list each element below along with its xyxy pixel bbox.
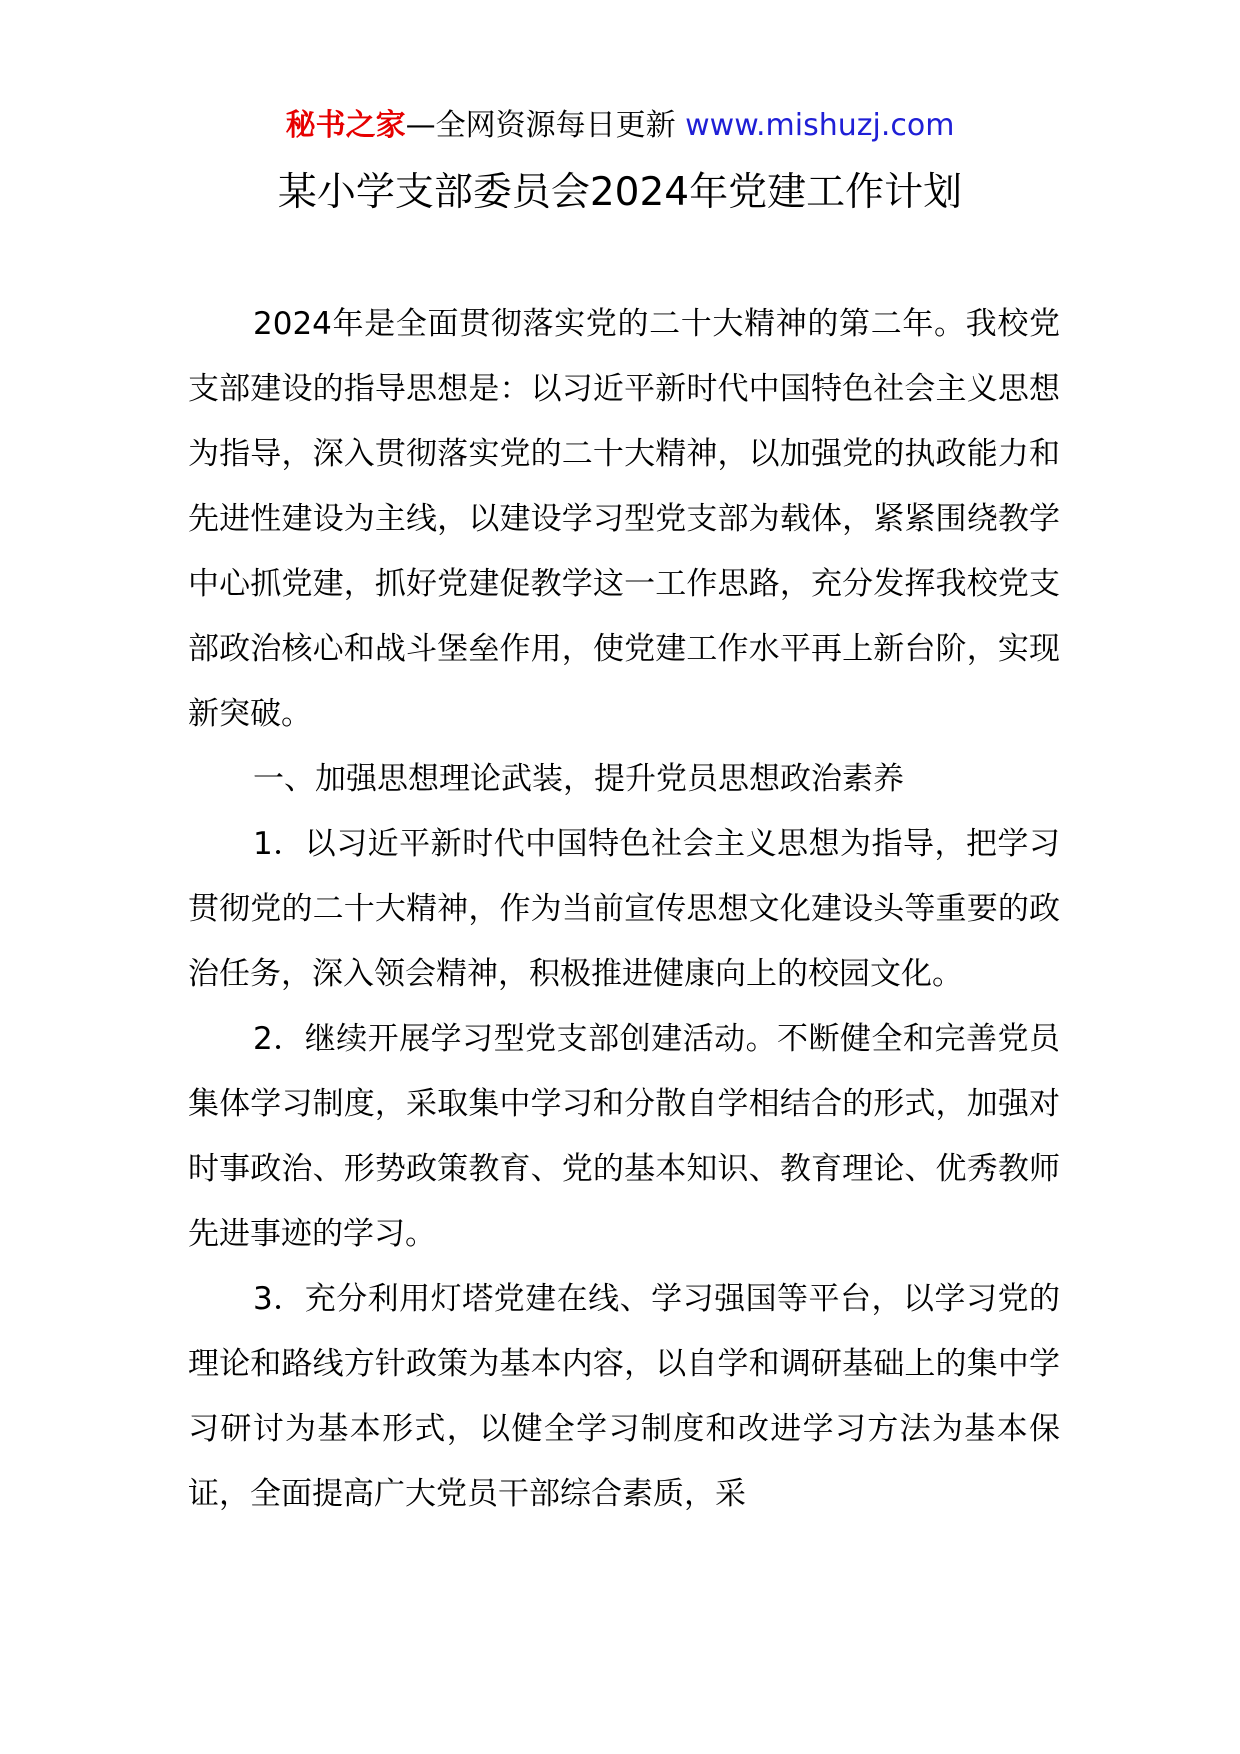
- section-heading-1: 一、加强思想理论武装，提升党员思想政治素养: [253, 761, 904, 797]
- paragraph-item-3: 3．充分利用灯塔党建在线、学习强国等平台，以学习党的理论和路线方针政策为基本内容，以自学和调研基础上的集中学习研讨为基本形式，以健全学习制度和改进学习方法为基本保证，全面提高广大党员干部综合素质，采: [188, 1281, 1060, 1512]
- brand-slogan: —全网资源每日更新: [405, 108, 686, 143]
- document-body: [188, 292, 1060, 1527]
- paragraph-item-1: 1．以习近平新时代中国特色社会主义思想为指导，把学习贯彻党的二十大精神，作为当前宣传思想文化建设头等重要的政治任务，深入领会精神，积极推进健康向上的校园文化。: [188, 826, 1060, 992]
- brand-name: 秘书之家: [285, 108, 406, 143]
- paragraph-item-2: 2．继续开展学习型党支部创建活动。不断健全和完善党员集体学习制度，采取集中学习和分散自学相结合的形式，加强对时事政治、形势政策教育、党的基本知识、教育理论、优秀教师先进事迹的学习。: [188, 1021, 1060, 1252]
- site-url-link[interactable]: www.mishuzj.com: [685, 108, 955, 143]
- watermark-header: [0, 106, 1240, 146]
- paragraph-intro: 2024年是全面贯彻落实党的二十大精神的第二年。我校党支部建设的指导思想是：以习近平新时代中国特色社会主义思想为指导，深入贯彻落实党的二十大精神，以加强党的执政能力和先进性建设为主线，以建设学习型党支部为载体，紧紧围绕教学中心抓党建，抓好党建促教学这一工作思路，充分发挥我校党支部政治核心和战斗堡垒作用，使党建工作水平再上新台阶，实现新突破。: [188, 306, 1060, 732]
- document-title: 某小学支部委员会2024年党建工作计划: [277, 170, 963, 215]
